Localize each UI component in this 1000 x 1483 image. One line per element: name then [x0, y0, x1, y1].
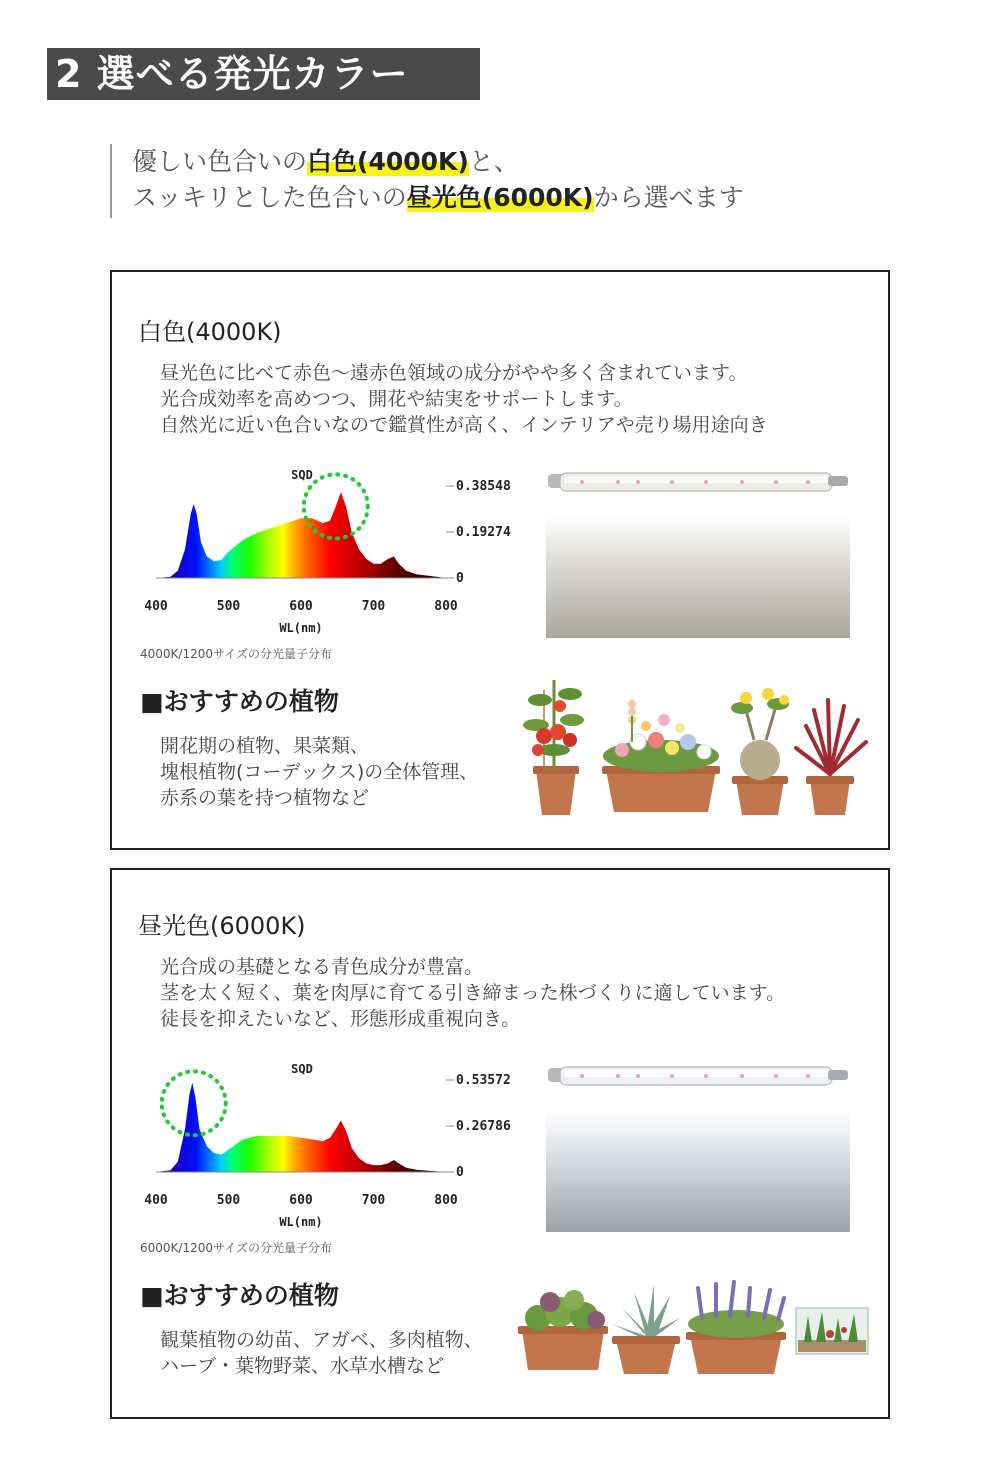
x-tick-label: 600	[289, 1193, 313, 1208]
recommend-line: ハーブ・葉物野菜、水草水槽など	[160, 1355, 445, 1377]
section-title: 2 選べる発光カラー	[47, 48, 480, 100]
lamp-photo	[546, 470, 850, 640]
x-tick-label: 400	[144, 1193, 168, 1208]
y-tick-label: 0	[456, 1165, 464, 1180]
card-description	[160, 954, 880, 1032]
recommend-line: 塊根植物(コーデックス)の全体管理、	[160, 761, 479, 783]
recommend-line: 赤系の葉を持つ植物など	[160, 787, 370, 809]
x-tick-label: 800	[434, 599, 458, 614]
led-tube	[546, 470, 850, 496]
recommend-title: ■おすすめの植物	[140, 1281, 339, 1310]
light-glow	[546, 516, 850, 638]
chart-caption: 4000K/1200サイズの分光量子分布	[140, 647, 333, 661]
description-line: 徒長を抑えたいなど、形態形成重視向き。	[160, 1008, 521, 1030]
y-tick-label: 0.26786	[456, 1119, 511, 1134]
y-tick-label: 0.38548	[456, 479, 511, 494]
card-heading: 白色(4000K)	[138, 318, 282, 346]
lamp-photo	[546, 1064, 850, 1234]
intro-highlight-white: 白色(4000K)	[307, 147, 469, 176]
plant-illustrations	[514, 670, 874, 825]
recommend-list	[160, 733, 478, 811]
spectrum-series-area	[156, 1083, 446, 1172]
intro-line-2-pre: スッキリとした色合いの	[132, 183, 407, 212]
card-heading: 昼光色(6000K)	[138, 912, 306, 940]
x-tick-label: 800	[434, 1193, 458, 1208]
card-white-4000k	[110, 270, 890, 850]
intro-line-1-pre: 優しい色合いの	[132, 147, 308, 176]
x-tick-label: 600	[289, 599, 313, 614]
card-daylight-6000k	[110, 868, 890, 1419]
description-line: 光合成効率を高めつつ、開花や結実をサポートします。	[160, 388, 633, 410]
herb-box-illustration	[686, 1282, 786, 1374]
intro-line-2-post: から選べます	[593, 183, 744, 212]
y-tick-label: 0	[456, 571, 464, 586]
flower-box-illustration	[602, 700, 720, 812]
red-cordyline-illustration	[796, 700, 866, 815]
description-line: 自然光に近い色合いなので鑑賞性が高く、インテリアや売り場用途向き	[160, 414, 768, 436]
tomato-plant-illustration	[523, 680, 584, 815]
description-line: 茎を太く短く、葉を肉厚に育てる引き締まった株づくりに適しています。	[160, 982, 786, 1004]
x-tick-label: 400	[144, 599, 168, 614]
x-tick-label: 500	[216, 1193, 241, 1208]
leafy-greens-illustration	[518, 1290, 608, 1370]
intro-line-1-post: と、	[468, 147, 519, 176]
aquarium-illustration	[796, 1308, 868, 1354]
caudex-plant-illustration	[731, 688, 789, 815]
intro-text	[110, 144, 910, 218]
spectrum-chart	[142, 1058, 511, 1238]
chart-title: SQD	[291, 1062, 313, 1076]
recommend-title: ■おすすめの植物	[140, 687, 339, 716]
y-tick-label: 0.53572	[456, 1073, 511, 1088]
description-line: 光合成の基礎となる青色成分が豊富。	[160, 956, 484, 978]
x-tick-label: 700	[361, 599, 386, 614]
spectrum-series-area	[156, 492, 446, 578]
recommend-line: 開花期の植物、果菜類、	[160, 735, 370, 757]
card-description	[160, 360, 880, 438]
agave-illustration	[612, 1284, 680, 1374]
led-tube	[546, 1064, 850, 1090]
recommend-line: 観葉植物の幼苗、アガベ、多肉植物、	[160, 1329, 483, 1351]
y-tick-label: 0.19274	[456, 525, 511, 540]
chart-caption: 6000K/1200サイズの分光量子分布	[140, 1241, 333, 1255]
intro-line-1	[132, 144, 910, 180]
recommend-list	[160, 1327, 483, 1379]
x-tick-label: 700	[361, 1193, 386, 1208]
description-line: 昼光色に比べて赤色～遠赤色領域の成分がやや多く含まれています。	[160, 362, 748, 384]
light-glow	[546, 1110, 850, 1232]
intro-line-2	[132, 180, 910, 216]
x-axis-label: WL(nm)	[279, 621, 323, 635]
plant-illustrations	[504, 1278, 874, 1388]
spectrum-chart	[142, 464, 511, 644]
intro-highlight-daylight: 昼光色(6000K)	[406, 183, 594, 212]
x-axis-label: WL(nm)	[279, 1215, 323, 1229]
chart-title: SQD	[291, 468, 313, 482]
x-tick-label: 500	[216, 599, 241, 614]
